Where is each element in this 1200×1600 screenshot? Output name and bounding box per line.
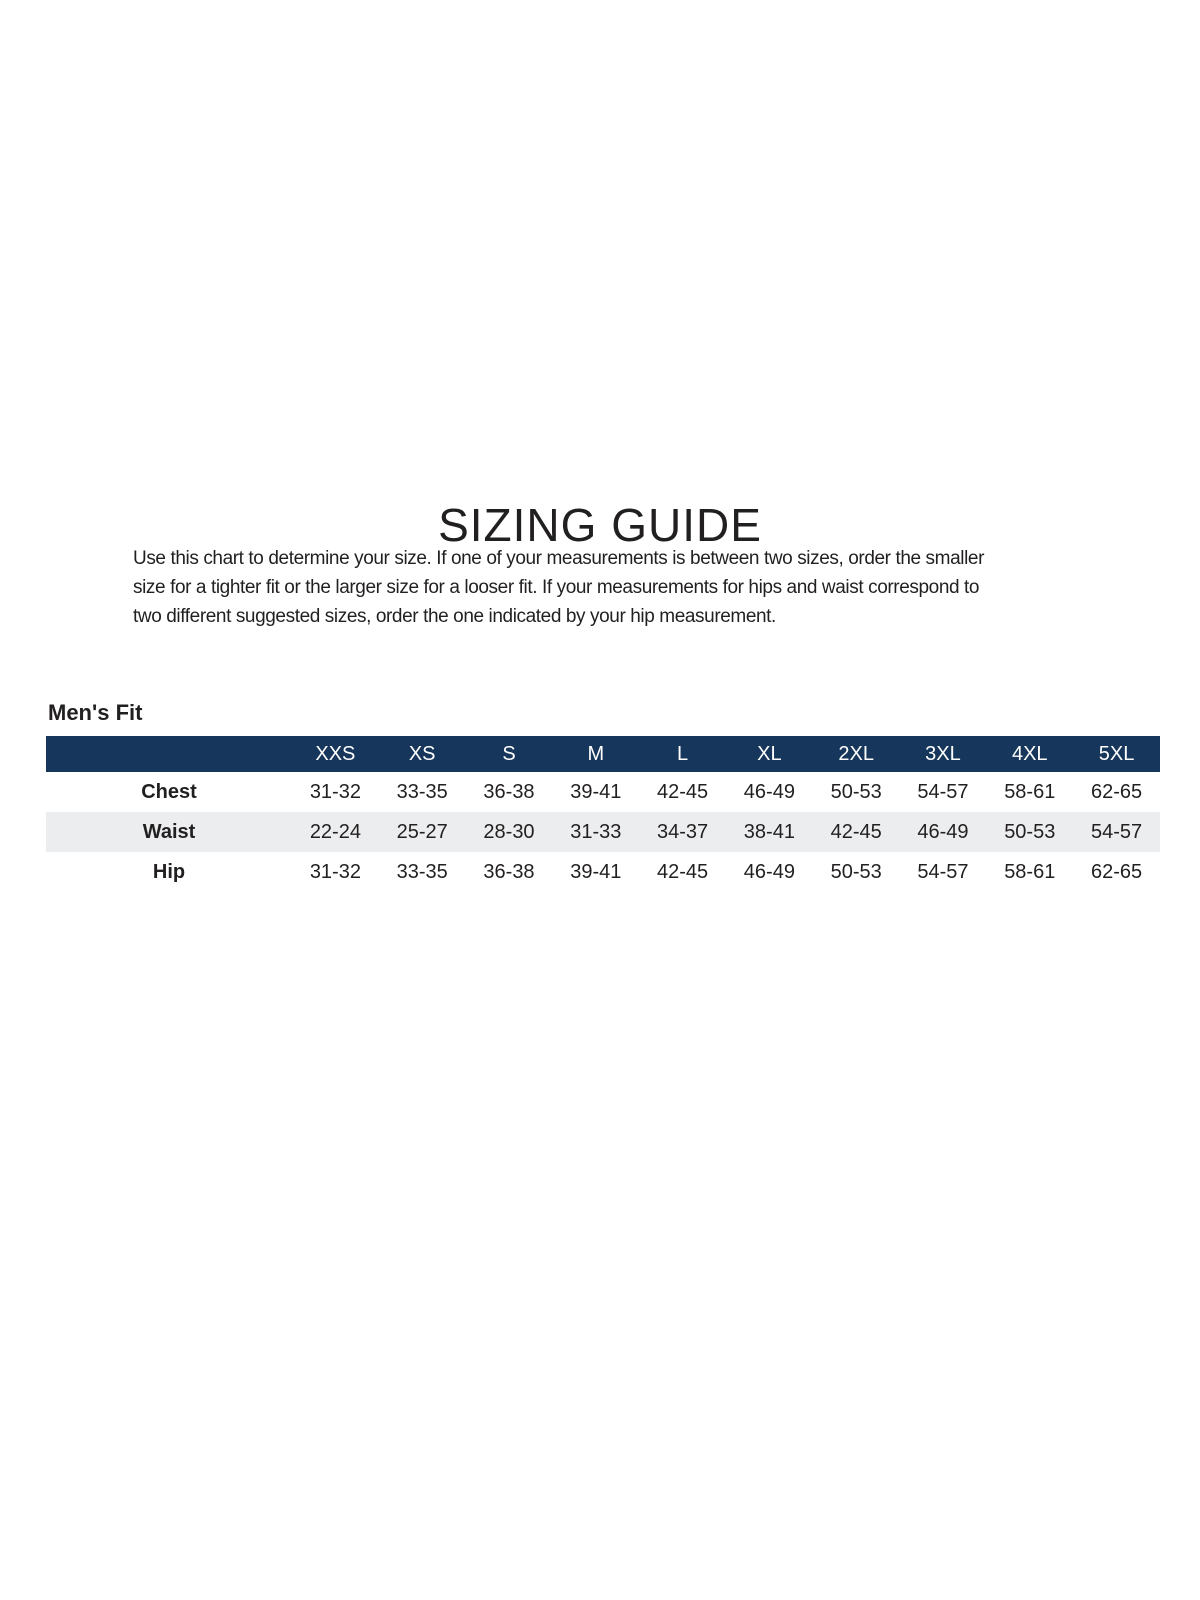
measurement-cell: 31-33 (570, 820, 622, 843)
measurement-cell: 58-61 (1004, 780, 1056, 803)
measurement-cell: 46-49 (917, 820, 969, 843)
intro-line: two different suggested sizes, order the one indicated by your hip measurement. (133, 606, 776, 627)
measurement-cell: 50-53 (830, 780, 882, 803)
sizing-table (46, 736, 1160, 892)
measurement-cell: 34-37 (657, 820, 709, 843)
measurement-cell: 62-65 (1091, 860, 1143, 883)
size-col-header: L (677, 742, 689, 765)
measurement-cell: 46-49 (743, 860, 795, 883)
intro-paragraph (133, 544, 984, 631)
measurement-cell: 42-45 (657, 860, 709, 883)
table-row-chest (46, 772, 1160, 812)
size-col-header: 2XL (838, 742, 874, 765)
intro-line: Use this chart to determine your size. If one of your measurements is between two sizes, order the smaller (133, 548, 984, 569)
size-col-header: 5XL (1098, 742, 1135, 765)
intro-line: size for a tighter fit or the larger size for a looser fit. If your measurements for hips and waist correspond to (133, 577, 980, 598)
section-label-mens-fit: Men's Fit (48, 700, 143, 725)
measurement-cell: 25-27 (396, 820, 448, 843)
measurement-cell: 58-61 (1004, 860, 1056, 883)
size-col-header: S (502, 742, 516, 765)
row-label: Hip (152, 860, 186, 883)
table-header-row (46, 736, 1160, 772)
size-col-header: 4XL (1011, 742, 1048, 765)
measurement-cell: 42-45 (830, 820, 882, 843)
measurement-cell: 39-41 (570, 860, 622, 883)
measurement-cell: 42-45 (657, 780, 709, 803)
measurement-cell: 54-57 (1091, 820, 1143, 843)
row-label: Chest (141, 780, 197, 803)
measurement-cell: 54-57 (917, 860, 969, 883)
size-col-header: XS (408, 742, 436, 765)
measurement-cell: 31-32 (309, 780, 361, 803)
measurement-cell: 50-53 (830, 860, 882, 883)
measurement-cell: 38-41 (743, 820, 795, 843)
measurement-cell: 33-35 (396, 780, 448, 803)
header-spacer-cell (46, 736, 292, 772)
measurement-cell: 54-57 (917, 780, 969, 803)
row-label: Waist (142, 820, 196, 843)
measurement-cell: 50-53 (1004, 820, 1056, 843)
table-row-waist (46, 812, 1160, 852)
page-title: SIZING GUIDE (438, 498, 762, 551)
measurement-cell: 22-24 (309, 820, 361, 843)
measurement-cell: 36-38 (483, 780, 535, 803)
measurement-cell: 62-65 (1091, 780, 1143, 803)
measurement-cell: 33-35 (396, 860, 448, 883)
measurement-cell: 31-32 (309, 860, 361, 883)
table-row-hip (46, 852, 1160, 892)
measurement-cell: 39-41 (570, 780, 622, 803)
size-col-header: XL (757, 742, 782, 765)
size-col-header: XXS (315, 742, 356, 765)
measurement-cell: 46-49 (743, 780, 795, 803)
measurement-cell: 28-30 (483, 820, 535, 843)
size-col-header: M (587, 742, 605, 765)
size-col-header: 3XL (925, 742, 961, 765)
measurement-cell: 36-38 (483, 860, 535, 883)
